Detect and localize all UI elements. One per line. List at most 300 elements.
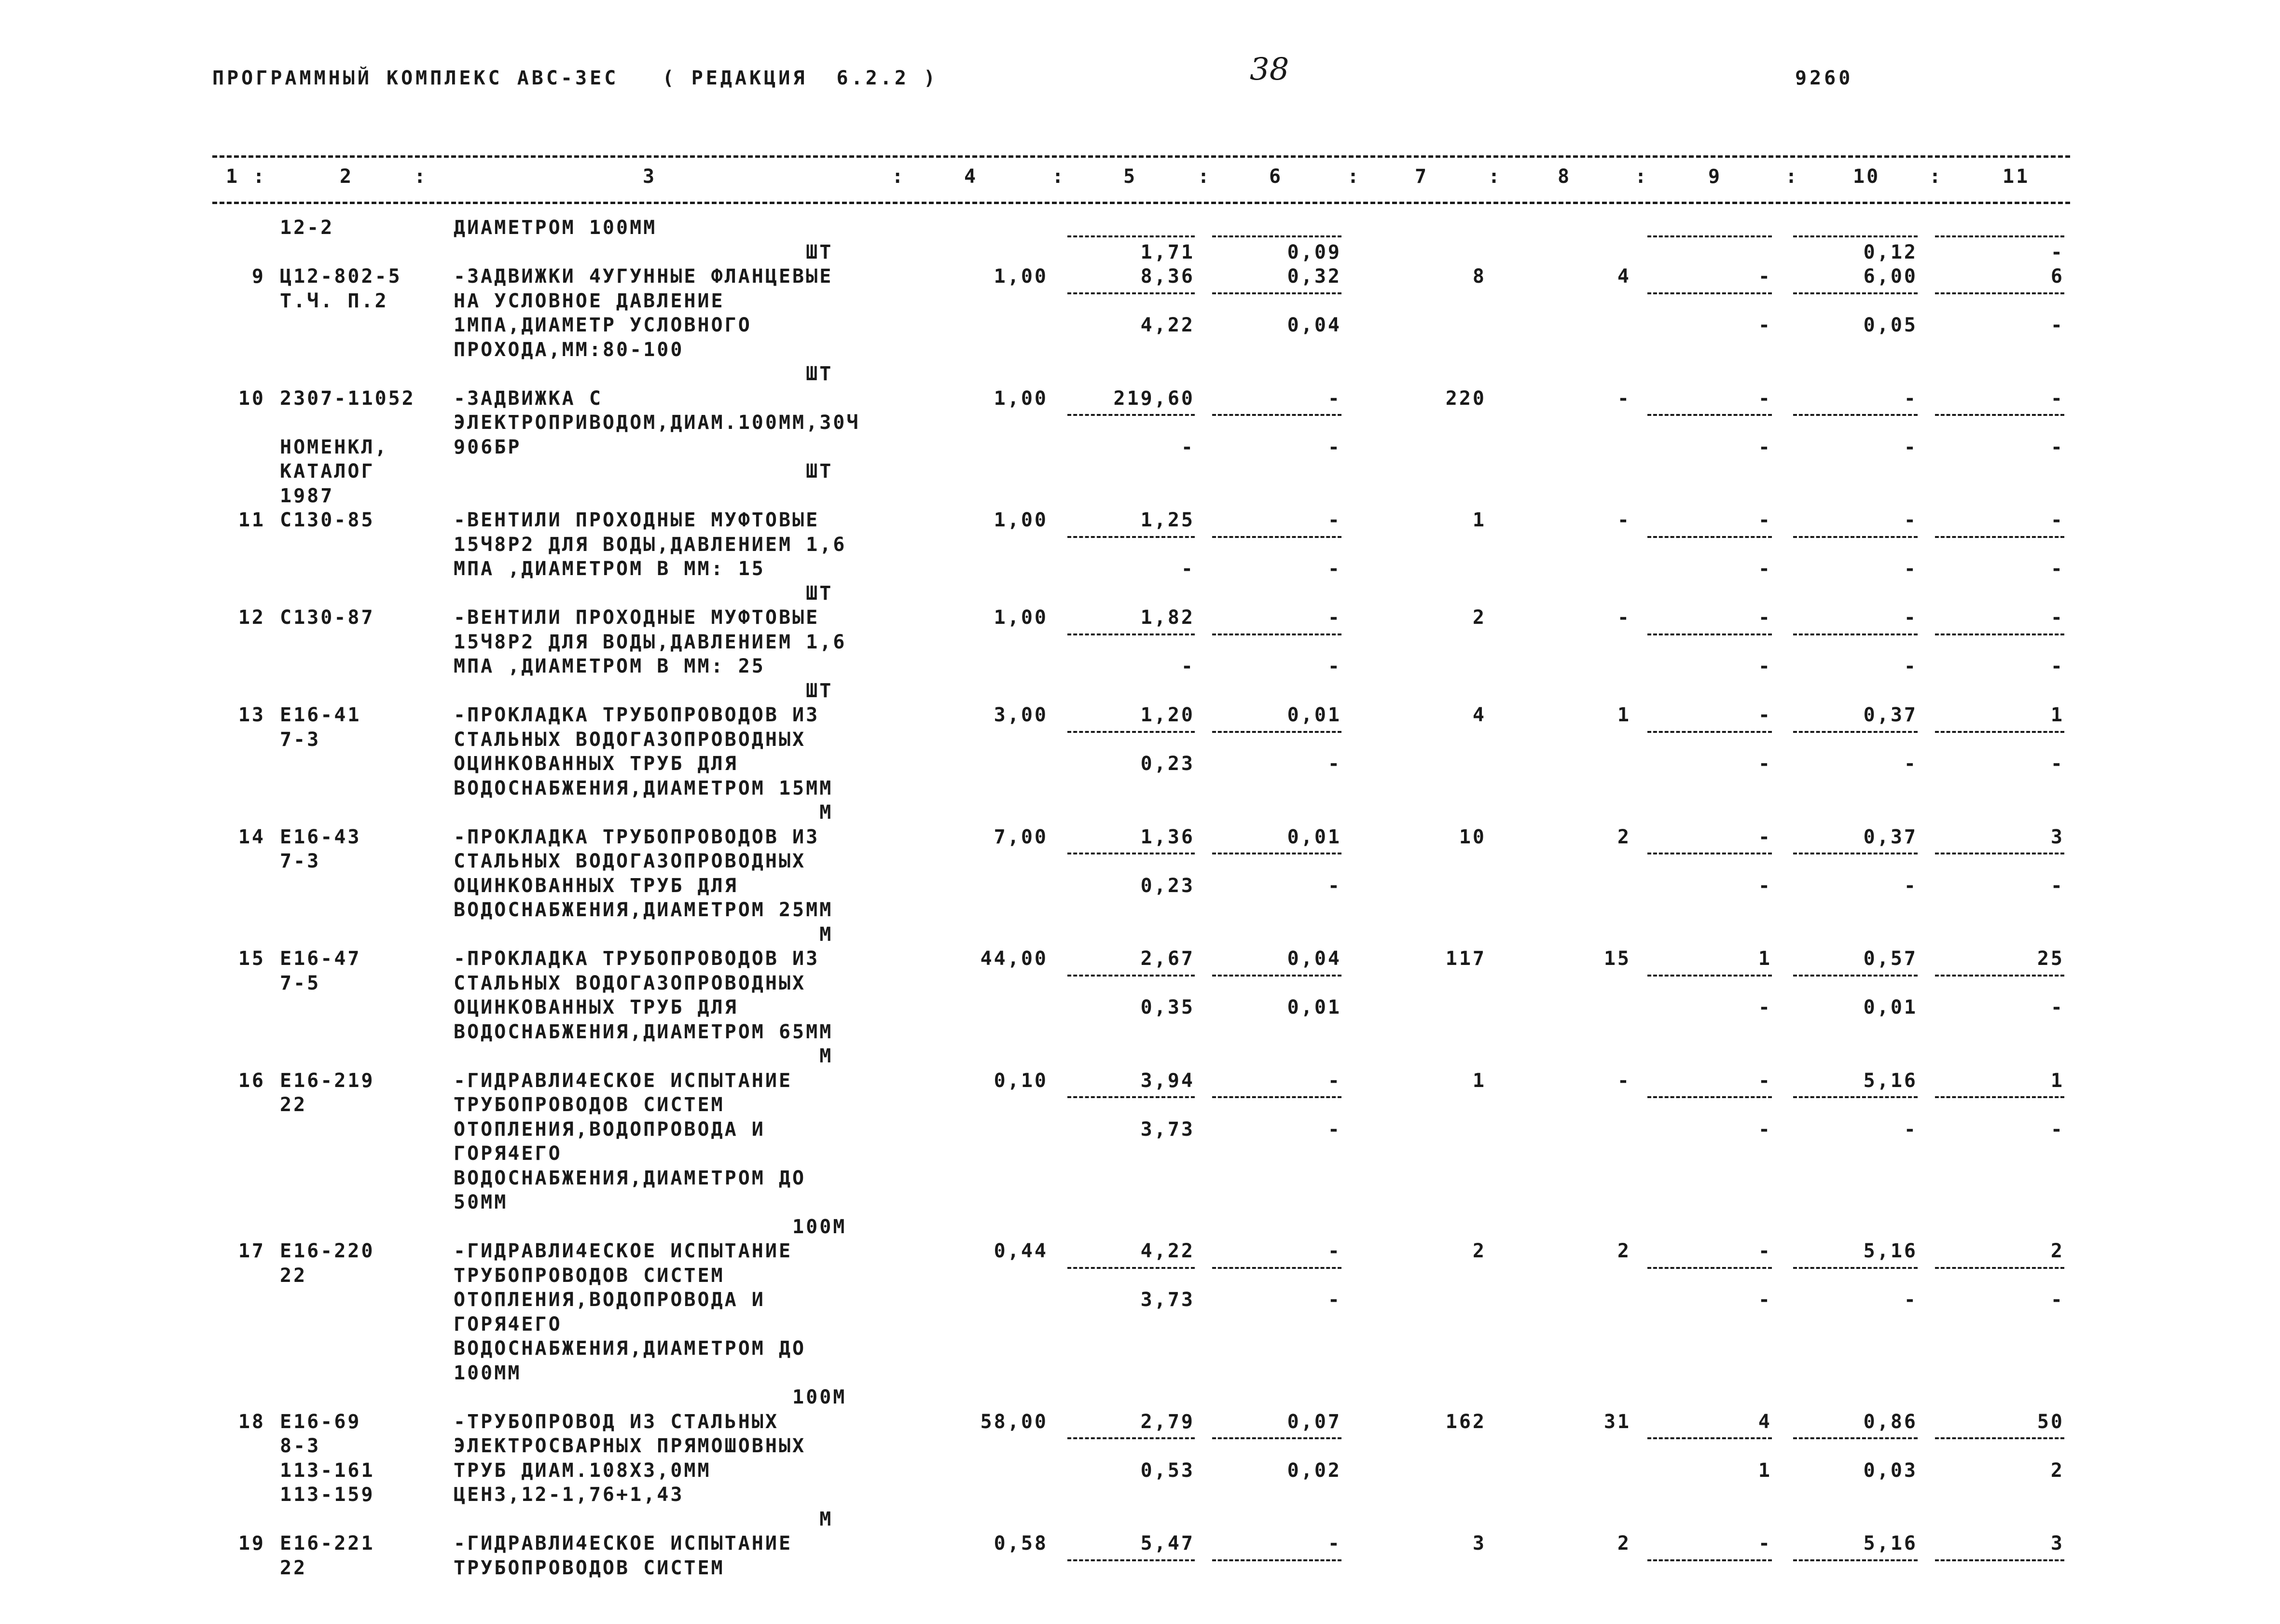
value-underline	[1647, 1437, 1772, 1439]
item-description: МПА ,ДИАМЕТРОМ В ММ: 25	[454, 655, 765, 677]
cell-value-c9: 1	[1758, 948, 1772, 970]
cell-value-c5: 2,79	[1140, 1410, 1195, 1433]
cell-value-c9: -	[1758, 704, 1772, 726]
cell-value-c4: 1,00	[994, 387, 1048, 410]
value-underline	[1793, 414, 1918, 416]
item-number: 19	[238, 1532, 265, 1555]
value-underline	[1793, 975, 1918, 977]
item-description: -ПРОКЛАДКА ТРУБОПРОВОДОВ ИЗ	[454, 704, 820, 726]
cell-value-c10: -	[1904, 606, 1918, 629]
cell-value-c5: 1,36	[1140, 826, 1195, 848]
column-separator: :	[1929, 165, 1943, 188]
cell-value-c5: 5,47	[1140, 1532, 1195, 1555]
item-code: Е16-41	[280, 704, 361, 726]
item-description: -ЗАДВИЖКА С	[454, 387, 603, 410]
cell-value-c4: 0,10	[994, 1069, 1048, 1092]
column-header-11: 11	[2003, 165, 2030, 188]
item-description: 906БР	[454, 436, 522, 458]
item-description: НА УСЛОВНОЕ ДАВЛЕНИЕ	[454, 289, 725, 312]
cell-value-c6: -	[1327, 753, 1341, 775]
cell-value-c5: 1,20	[1140, 704, 1195, 726]
value-underline	[1793, 1267, 1918, 1269]
cell-value-c6: -	[1327, 874, 1341, 897]
cell-value-c4: 0,44	[994, 1240, 1048, 1262]
cell-value-c6: -	[1327, 606, 1341, 629]
cell-value-c8: -	[1617, 509, 1631, 531]
item-description: ШТ	[454, 363, 833, 385]
item-code: 7-3	[280, 850, 321, 872]
cell-value-c9: -	[1758, 1532, 1772, 1555]
item-description: 100М	[454, 1386, 847, 1408]
cell-value-c8: 2	[1617, 826, 1631, 848]
value-underline	[1067, 633, 1195, 635]
item-description: -ГИДРАВЛИ4ЕСКОЕ ИСПЫТАНИЕ	[454, 1069, 793, 1092]
cell-value-c11: -	[2050, 387, 2064, 410]
cell-value-c8: 31	[1603, 1410, 1631, 1433]
item-description: 100М	[454, 1215, 847, 1238]
cell-value-c11: -	[2050, 655, 2064, 677]
cell-value-c7: 220	[1445, 387, 1486, 410]
item-description: СТАЛЬНЫХ ВОДОГАЗОПРОВОДНЫХ	[454, 728, 806, 751]
page-title: ПРОГРАММНЫЙ КОМПЛЕКС АВС-3ЕС ( РЕДАКЦИЯ 6.2.2 )	[212, 67, 939, 89]
cell-value-c5: 0,53	[1140, 1459, 1195, 1482]
cell-value-c10: 0,86	[1863, 1410, 1918, 1433]
item-description: ОЦИНКОВАННЫХ ТРУБ ДЛЯ	[454, 874, 738, 897]
cell-value-c6: 0,01	[1287, 704, 1341, 726]
item-description: -ПРОКЛАДКА ТРУБОПРОВОДОВ ИЗ	[454, 826, 820, 848]
cell-value-c6: -	[1327, 509, 1341, 531]
item-description: -ЗАДВИЖКИ 4УГУННЫЕ ФЛАНЦЕВЫЕ	[454, 265, 833, 288]
cell-value-c11: 25	[2037, 948, 2064, 970]
cell-value-c10: -	[1904, 387, 1918, 410]
cell-value-c10: 0,01	[1863, 996, 1918, 1018]
item-description: ЦЕН3,12-1,76+1,43	[454, 1484, 684, 1506]
cell-value-c5: 1,71	[1140, 241, 1195, 263]
item-number: 17	[238, 1240, 265, 1262]
cell-value-c7: 1	[1472, 509, 1486, 531]
value-underline	[1212, 853, 1341, 854]
value-underline	[1067, 536, 1195, 538]
value-underline	[1212, 731, 1341, 733]
value-underline	[1212, 1267, 1341, 1269]
cell-value-c11: 1	[2050, 1069, 2064, 1092]
item-description: ОЦИНКОВАННЫХ ТРУБ ДЛЯ	[454, 753, 738, 775]
item-number: 13	[238, 704, 265, 726]
item-code: Т.Ч. П.2	[280, 289, 388, 312]
cell-value-c9: -	[1758, 1240, 1772, 1262]
cell-value-c8: 1	[1617, 704, 1631, 726]
item-description: ВОДОСНАБЖЕНИЯ,ДИАМЕТРОМ 15ММ	[454, 777, 833, 799]
item-description: ТРУБОПРОВОДОВ СИСТЕМ	[454, 1556, 725, 1579]
cell-value-c10: -	[1904, 874, 1918, 897]
item-code: 8-3	[280, 1435, 321, 1457]
cell-value-c11: -	[2050, 753, 2064, 775]
value-underline	[1793, 1559, 1918, 1561]
cell-value-c7: 10	[1459, 826, 1486, 848]
value-underline	[1647, 1096, 1772, 1098]
item-description: ГОРЯ4ЕГО	[454, 1313, 562, 1335]
cell-value-c6: 0,07	[1287, 1410, 1341, 1433]
cell-value-c7: 3	[1472, 1532, 1486, 1555]
cell-value-c9: -	[1758, 655, 1772, 677]
cell-value-c5: 2,67	[1140, 948, 1195, 970]
cell-value-c4: 1,00	[994, 509, 1048, 531]
cell-value-c9: -	[1758, 606, 1772, 629]
item-description: -ГИДРАВЛИ4ЕСКОЕ ИСПЫТАНИЕ	[454, 1532, 793, 1555]
column-separator: :	[1198, 165, 1212, 188]
item-code: 7-3	[280, 728, 321, 751]
cell-value-c10: 5,16	[1863, 1069, 1918, 1092]
value-underline	[1935, 235, 2064, 237]
cell-value-c5: 4,22	[1140, 314, 1195, 336]
item-code: 22	[280, 1556, 307, 1579]
cell-value-c9: -	[1758, 1118, 1772, 1141]
value-underline	[1935, 1559, 2064, 1561]
cell-value-c11: 2	[2050, 1459, 2064, 1482]
item-description: -ТРУБОПРОВОД ИЗ СТАЛЬНЫХ	[454, 1410, 779, 1433]
column-header-10: 10	[1853, 165, 1880, 188]
value-underline	[1793, 633, 1918, 635]
cell-value-c11: -	[2050, 558, 2064, 580]
cell-value-c11: -	[2050, 436, 2064, 458]
cell-value-c6: -	[1327, 1240, 1341, 1262]
item-description: М	[454, 1045, 833, 1067]
cell-value-c8: 2	[1617, 1532, 1631, 1555]
item-code: Е16-69	[280, 1410, 361, 1433]
cell-value-c6: 0,09	[1287, 241, 1341, 263]
value-underline	[1935, 1096, 2064, 1098]
value-underline	[1647, 414, 1772, 416]
cell-value-c9: -	[1758, 874, 1772, 897]
column-header-1: 1 :	[226, 165, 280, 188]
item-description: -ГИДРАВЛИ4ЕСКОЕ ИСПЫТАНИЕ	[454, 1240, 793, 1262]
item-description: ТРУБ ДИАМ.108Х3,0ММ	[454, 1459, 711, 1482]
cell-value-c11: -	[2050, 1289, 2064, 1311]
cell-value-c4: 44,00	[980, 948, 1048, 970]
cell-value-c5: 1,82	[1140, 606, 1195, 629]
cell-value-c9: -	[1758, 436, 1772, 458]
cell-value-c7: 8	[1472, 265, 1486, 288]
value-underline	[1067, 1267, 1195, 1269]
cell-value-c10: -	[1904, 509, 1918, 531]
cell-value-c5: -	[1181, 436, 1195, 458]
cell-value-c5: 0,35	[1140, 996, 1195, 1018]
item-description: ЭЛЕКТРОСВАРНЫХ ПРЯМОШОВНЫХ	[454, 1435, 806, 1457]
cell-value-c4: 1,00	[994, 606, 1048, 629]
column-header-2: 2	[340, 165, 354, 188]
item-description: ВОДОСНАБЖЕНИЯ,ДИАМЕТРОМ 25ММ	[454, 899, 833, 921]
cell-value-c10: -	[1904, 558, 1918, 580]
cell-value-c7: 162	[1445, 1410, 1486, 1433]
cell-value-c9: -	[1758, 509, 1772, 531]
cell-value-c10: 6,00	[1863, 265, 1918, 288]
item-number: 11	[238, 509, 265, 531]
item-code: 7-5	[280, 972, 321, 994]
cell-value-c11: -	[2050, 1118, 2064, 1141]
cell-value-c7: 4	[1472, 704, 1486, 726]
item-code: Е16-219	[280, 1069, 375, 1092]
column-separator: :	[414, 165, 428, 188]
cell-value-c6: 0,32	[1287, 265, 1341, 288]
cell-value-c7: 1	[1472, 1069, 1486, 1092]
cell-value-c8: 15	[1603, 948, 1631, 970]
cell-value-c4: 58,00	[980, 1410, 1048, 1433]
column-header-5: 5	[1123, 165, 1137, 188]
item-code: 22	[280, 1264, 307, 1287]
cell-value-c11: 1	[2050, 704, 2064, 726]
cell-value-c10: 0,03	[1863, 1459, 1918, 1482]
item-description: 15Ч8Р2 ДЛЯ ВОДЫ,ДАВЛЕНИЕМ 1,6	[454, 533, 847, 556]
item-description: ШТ	[454, 460, 833, 482]
item-description: 100ММ	[454, 1362, 522, 1384]
value-underline	[1793, 292, 1918, 294]
cell-value-c4: 7,00	[994, 826, 1048, 848]
cell-value-c7: 117	[1445, 948, 1486, 970]
cell-value-c9: 1	[1758, 1459, 1772, 1482]
item-code: Е16-221	[280, 1532, 375, 1555]
value-underline	[1647, 235, 1772, 237]
cell-value-c8: 2	[1617, 1240, 1631, 1262]
item-description: ВОДОСНАБЖЕНИЯ,ДИАМЕТРОМ ДО	[454, 1337, 806, 1360]
cell-value-c11: 2	[2050, 1240, 2064, 1262]
item-description: ШТ	[454, 679, 833, 702]
cell-value-c5: 3,94	[1140, 1069, 1195, 1092]
cell-value-c10: 0,37	[1863, 826, 1918, 848]
cell-value-c11: 6	[2050, 265, 2064, 288]
item-description: ШТ	[454, 241, 833, 263]
cell-value-c6: -	[1327, 1118, 1341, 1141]
value-underline	[1793, 731, 1918, 733]
cell-value-c11: -	[2050, 996, 2064, 1018]
value-underline	[1793, 1096, 1918, 1098]
item-description: М	[454, 1508, 833, 1530]
cell-value-c9: -	[1758, 387, 1772, 410]
cell-value-c8: -	[1617, 606, 1631, 629]
cell-value-c10: -	[1904, 1118, 1918, 1141]
value-underline	[1067, 414, 1195, 416]
cell-value-c9: -	[1758, 314, 1772, 336]
cell-value-c6: 0,04	[1287, 948, 1341, 970]
value-underline	[1212, 235, 1341, 237]
cell-value-c11: 3	[2050, 1532, 2064, 1555]
value-underline	[1067, 1096, 1195, 1098]
value-underline	[1212, 633, 1341, 635]
cell-value-c9: -	[1758, 996, 1772, 1018]
cell-value-c5: 0,23	[1140, 874, 1195, 897]
column-header-6: 6	[1269, 165, 1283, 188]
item-number: 10	[238, 387, 265, 410]
cell-value-c8: -	[1617, 387, 1631, 410]
value-underline	[1647, 536, 1772, 538]
cell-value-c9: -	[1758, 1289, 1772, 1311]
item-description: ОТОПЛЕНИЯ,ВОДОПРОВОДА И	[454, 1289, 765, 1311]
column-separator: :	[1347, 165, 1361, 188]
cell-value-c10: -	[1904, 753, 1918, 775]
value-underline	[1067, 853, 1195, 854]
item-description: ШТ	[454, 582, 833, 605]
value-underline	[1647, 731, 1772, 733]
cell-value-c5: 8,36	[1140, 265, 1195, 288]
cell-value-c11: -	[2050, 606, 2064, 629]
value-underline	[1212, 414, 1341, 416]
cell-value-c5: 0,23	[1140, 753, 1195, 775]
cell-value-c9: 4	[1758, 1410, 1772, 1433]
value-underline	[1793, 235, 1918, 237]
item-number: 15	[238, 948, 265, 970]
item-number: 18	[238, 1410, 265, 1433]
value-underline	[1647, 1559, 1772, 1561]
item-code: Е16-47	[280, 948, 361, 970]
cell-value-c9: -	[1758, 558, 1772, 580]
item-description: -ВЕНТИЛИ ПРОХОДНЫЕ МУФТОВЫЕ	[454, 509, 820, 531]
column-header-9: 9	[1708, 165, 1722, 188]
item-description: ТРУБОПРОВОДОВ СИСТЕМ	[454, 1264, 725, 1287]
column-separator: :	[1052, 165, 1066, 188]
value-underline	[1067, 235, 1195, 237]
cell-value-c9: -	[1758, 265, 1772, 288]
cell-value-c6: 0,02	[1287, 1459, 1341, 1482]
item-code: С130-87	[280, 606, 375, 629]
cell-value-c5: 1,25	[1140, 509, 1195, 531]
column-separator: :	[1785, 165, 1799, 188]
value-underline	[1935, 731, 2064, 733]
item-code: С130-85	[280, 509, 375, 531]
cell-value-c10: 5,16	[1863, 1240, 1918, 1262]
cell-value-c9: -	[1758, 1069, 1772, 1092]
item-code: 113-159	[280, 1484, 375, 1506]
value-underline	[1793, 853, 1918, 854]
value-underline	[1067, 1437, 1195, 1439]
cell-value-c10: -	[1904, 436, 1918, 458]
value-underline	[1935, 536, 2064, 538]
cell-value-c6: 0,01	[1287, 826, 1341, 848]
value-underline	[1647, 1267, 1772, 1269]
cell-value-c11: -	[2050, 874, 2064, 897]
column-separator: :	[892, 165, 906, 188]
value-underline	[1647, 292, 1772, 294]
cell-value-c10: 0,12	[1863, 241, 1918, 263]
item-description: ТРУБОПРОВОДОВ СИСТЕМ	[454, 1094, 725, 1116]
cell-value-c6: -	[1327, 436, 1341, 458]
column-separator: :	[1488, 165, 1502, 188]
item-description: -ПРОКЛАДКА ТРУБОПРОВОДОВ ИЗ	[454, 948, 820, 970]
value-underline	[1212, 536, 1341, 538]
value-underline	[1647, 853, 1772, 854]
cell-value-c5: 4,22	[1140, 1240, 1195, 1262]
cell-value-c4: 3,00	[994, 704, 1048, 726]
item-description: ВОДОСНАБЖЕНИЯ,ДИАМЕТРОМ ДО	[454, 1167, 806, 1189]
value-underline	[1647, 975, 1772, 977]
cell-value-c6: -	[1327, 558, 1341, 580]
value-underline	[1212, 1559, 1341, 1561]
value-underline	[1935, 292, 2064, 294]
cell-value-c9: -	[1758, 826, 1772, 848]
cell-value-c8: 4	[1617, 265, 1631, 288]
cell-value-c10: 5,16	[1863, 1532, 1918, 1555]
item-code: 22	[280, 1094, 307, 1116]
document-number: 9260	[1795, 67, 1853, 89]
item-code: 12-2	[280, 217, 334, 239]
item-code: КАТАЛОГ	[280, 460, 375, 482]
cell-value-c5: -	[1181, 558, 1195, 580]
cell-value-c6: -	[1327, 655, 1341, 677]
value-underline	[1935, 1437, 2064, 1439]
cell-value-c11: -	[2050, 314, 2064, 336]
cell-value-c10: -	[1904, 1289, 1918, 1311]
cell-value-c6: -	[1327, 1532, 1341, 1555]
value-underline	[1212, 292, 1341, 294]
item-code: 1987	[280, 484, 334, 507]
value-underline	[1935, 414, 2064, 416]
item-description: 15Ч8Р2 ДЛЯ ВОДЫ,ДАВЛЕНИЕМ 1,6	[454, 631, 847, 653]
cell-value-c11: -	[2050, 241, 2064, 263]
item-description: ОТОПЛЕНИЯ,ВОДОПРОВОДА И	[454, 1118, 765, 1141]
value-underline	[1793, 1437, 1918, 1439]
item-description: М	[454, 801, 833, 824]
value-underline	[1212, 1096, 1341, 1098]
cell-value-c4: 1,00	[994, 265, 1048, 288]
item-description: ЭЛЕКТРОПРИВОДОМ,ДИАМ.100ММ,30Ч	[454, 412, 860, 434]
item-description: 50ММ	[454, 1191, 508, 1213]
cell-value-c10: 0,37	[1863, 704, 1918, 726]
cell-value-c5: -	[1181, 655, 1195, 677]
item-description: -ВЕНТИЛИ ПРОХОДНЫЕ МУФТОВЫЕ	[454, 606, 820, 629]
value-underline	[1067, 292, 1195, 294]
item-code: Е16-220	[280, 1240, 375, 1262]
column-separator: :	[1635, 165, 1649, 188]
cell-value-c11: 50	[2037, 1410, 2064, 1433]
item-description: М	[454, 923, 833, 946]
value-underline	[1793, 536, 1918, 538]
value-underline	[1647, 633, 1772, 635]
value-underline	[1212, 1437, 1341, 1439]
value-underline	[1935, 975, 2064, 977]
value-underline	[1067, 975, 1195, 977]
cell-value-c11: -	[2050, 509, 2064, 531]
item-code: 113-161	[280, 1459, 375, 1482]
cell-value-c5: 3,73	[1140, 1289, 1195, 1311]
item-description: МПА ,ДИАМЕТРОМ В ММ: 15	[454, 558, 765, 580]
column-header-7: 7	[1415, 165, 1429, 188]
cell-value-c6: 0,01	[1287, 996, 1341, 1018]
item-number: 9	[251, 265, 265, 288]
cell-value-c8: -	[1617, 1069, 1631, 1092]
value-underline	[1067, 1559, 1195, 1561]
value-underline	[1067, 731, 1195, 733]
value-underline	[1935, 633, 2064, 635]
value-underline	[1935, 1267, 2064, 1269]
cell-value-c6: -	[1327, 1069, 1341, 1092]
value-underline	[1935, 853, 2064, 854]
cell-value-c10: -	[1904, 655, 1918, 677]
value-underline	[1212, 975, 1341, 977]
item-number: 12	[238, 606, 265, 629]
cell-value-c10: 0,05	[1863, 314, 1918, 336]
column-header-8: 8	[1558, 165, 1572, 188]
item-number: 14	[238, 826, 265, 848]
cell-value-c6: -	[1327, 1289, 1341, 1311]
cell-value-c11: 3	[2050, 826, 2064, 848]
item-description: ГОРЯ4ЕГО	[454, 1142, 562, 1165]
item-description: ОЦИНКОВАННЫХ ТРУБ ДЛЯ	[454, 996, 738, 1018]
column-header-3: 3	[643, 165, 657, 188]
cell-value-c5: 219,60	[1113, 387, 1195, 410]
cell-value-c4: 0,58	[994, 1532, 1048, 1555]
item-code: 2307-11052	[280, 387, 415, 410]
item-code: Е16-43	[280, 826, 361, 848]
item-code: Ц12-802-5	[280, 265, 402, 288]
page-number: 38	[1250, 52, 1289, 87]
